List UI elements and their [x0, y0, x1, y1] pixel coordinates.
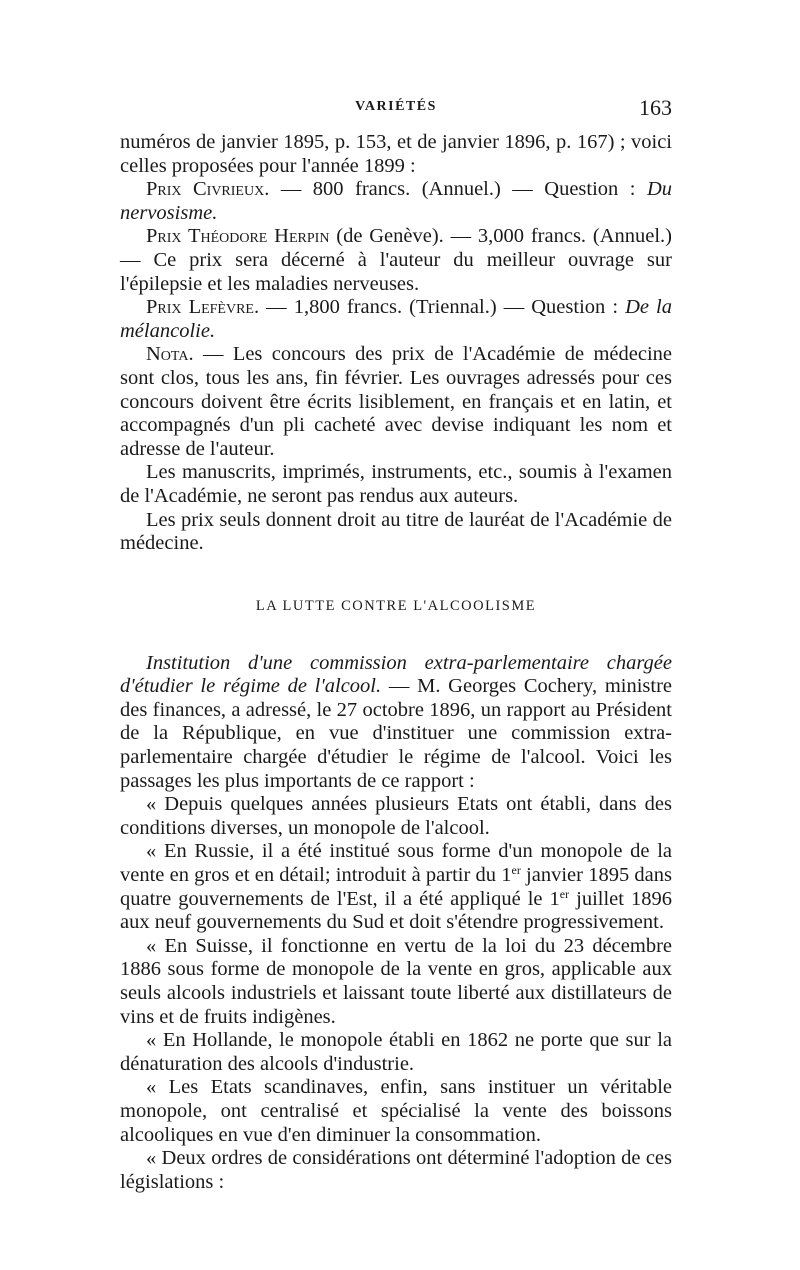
quote-russie-paragraph — [120, 840, 672, 934]
russie-sup-1: er — [511, 863, 521, 878]
prix-civrieux-name: Prix Civrieux. — [146, 178, 270, 201]
page-header — [120, 95, 672, 121]
page — [120, 95, 672, 1194]
commission-lead-italic: Institution d'une commission extra-parlementaire chargée d'étudier le régime de l'alcool. — [120, 651, 672, 698]
prix-civrieux-paragraph — [120, 178, 672, 225]
prizes-intro-paragraph: numéros de janvier 1895, p. 153, et de janvier 1896, p. 167) ; voici celles proposées pour l'année 1899 : — [120, 131, 672, 177]
prix-lefevre-name: Prix Lefèvre. — [146, 296, 260, 319]
russie-text-a: « En Russie, il a été institué sous forme d'un monopole de la vente en gros et en détail; introduit à partir du 1 — [120, 840, 672, 887]
prix-herpin-paragraph — [120, 225, 672, 296]
quote-deux-ordres-paragraph: « Deux ordres de considérations ont déterminé l'adoption de ces législations : — [120, 1147, 672, 1193]
russie-text-b: janvier 1895 dans quatre gouvernements de l'Est, il a été appliqué le 1 — [120, 864, 672, 910]
prix-lefevre-text: — 1,800 francs. (Triennal.) — Question : — [259, 296, 626, 319]
quote-hollande-paragraph: « En Hollande, le monopole établi en 1862 ne porte que sur la dénaturation des alcools d'industrie. — [120, 1029, 672, 1075]
commission-lead-text: — M. Georges Cochery, ministre des finances, a adressé, le 27 octobre 1896, un rapport au Président de la République, en vue d'instituer une commission extra-parlementaire chargée d'étudier le régime de l'alcool. Voici les passages les plus importants de ce rapport : — [120, 675, 673, 792]
russie-sup-2: er — [559, 886, 570, 901]
prix-lefevre-paragraph — [120, 296, 672, 343]
section-title: LA LUTTE CONTRE L'ALCOOLISME — [255, 597, 537, 614]
quote-scandinaves-paragraph: « Les Etats scandinaves, enfin, sans instituer un véritable monopole, ont centralisé et spécialisé la vente des boissons alcooliques en vue d'en diminuer la consommation. — [120, 1076, 672, 1146]
nota-text: — Les concours des prix de l'Académie de médecine sont clos, tous les ans, fin février. Les ouvrages adressés pour ces concours doivent être écrits lisiblement, en français et en latin, et accompagnés d'un pli cacheté avec devise indiquant les nom et adresse de l'auteur. — [120, 343, 672, 460]
prix-civrieux-text: — 800 francs. (Annuel.) — Question : — [269, 178, 647, 201]
nota-paragraph — [120, 343, 672, 461]
page-number: 163 — [639, 95, 672, 120]
prix-civrieux-subject: Du nervosisme. — [120, 178, 672, 224]
prix-lefevre-subject: De la mélancolie. — [120, 296, 672, 342]
prix-herpin-text: (de Genève). — 3,000 francs. (Annuel.) — Ce prix sera décerné à l'auteur du meilleur ouvrage sur l'épilepsie et les maladies nerveuses. — [120, 225, 672, 295]
laureat-paragraph: Les prix seuls donnent droit au titre de lauréat de l'Académie de médecine. — [120, 508, 672, 555]
russie-text-c: juillet 1896 aux neuf gouvernements du Sud et doit s'étendre progressivement. — [120, 887, 672, 934]
manuscrits-paragraph: Les manuscrits, imprimés, instruments, etc., soumis à l'examen de l'Académie, ne seront pas rendus aux auteurs. — [120, 461, 672, 507]
nota-label: Nota. — [146, 343, 194, 366]
quote-monopole-paragraph: « Depuis quelques années plusieurs Etats ont établi, dans des conditions diverses, un monopole de l'alcool. — [120, 793, 672, 839]
prix-herpin-name: Prix Théodore Herpin — [146, 225, 330, 248]
quote-suisse-paragraph: « En Suisse, il fonctionne en vertu de la loi du 23 décembre 1886 sous forme de monopole de la vente en gros, applicable aux seuls alcools industriels et laissant toute liberté aux distillateurs de vins et de fruits indigènes. — [120, 934, 672, 1028]
running-title: VARIÉTÉS — [355, 99, 437, 114]
commission-paragraph — [120, 652, 672, 794]
